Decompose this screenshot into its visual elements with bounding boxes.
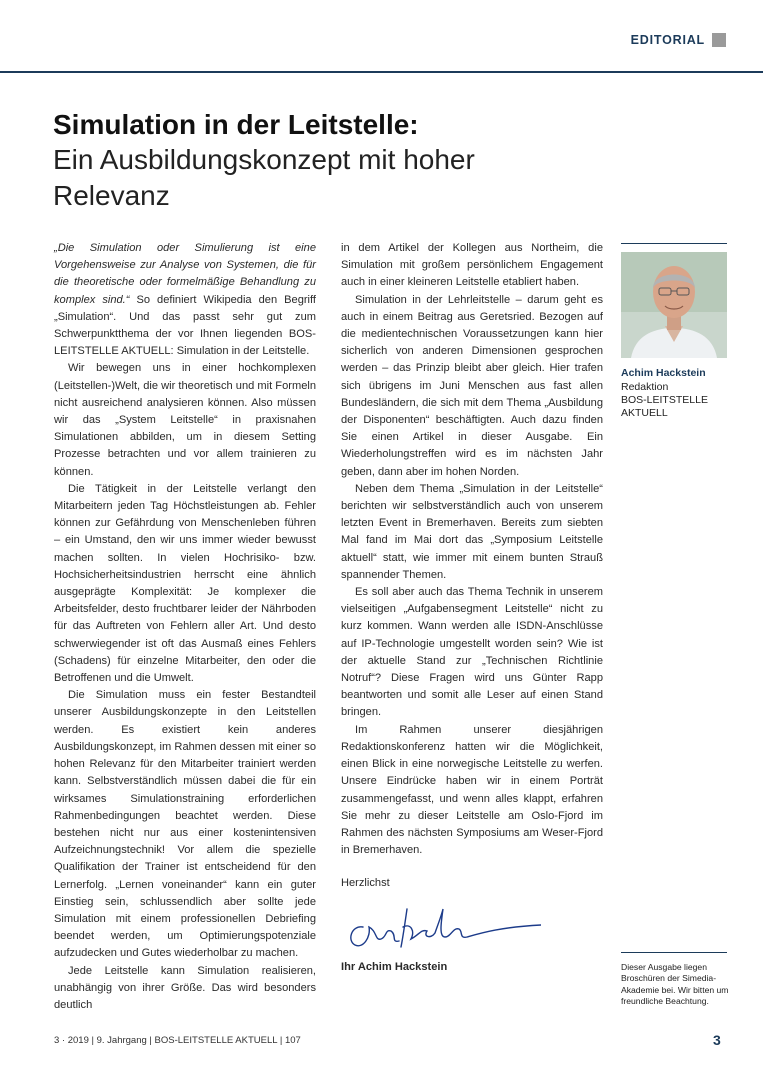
paragraph-text: So definiert Wikipedia den Begriff „Simulation“. Und das passt sehr gut zum Schwerpunktthema der vor Ihnen liegenden BOS-LEITSTELLE AKTUELL: Simulation in der Leitstelle. — [54, 293, 316, 358]
handwritten-signature — [341, 897, 541, 957]
sidebar-divider — [621, 243, 727, 244]
note-divider — [621, 952, 727, 953]
author-role — [621, 381, 741, 420]
paragraph — [54, 240, 316, 360]
headline-title: Simulation in der Leitstelle: — [53, 109, 419, 140]
signoff-name: Ihr Achim Hackstein — [341, 960, 448, 973]
paragraph: Die Simulation muss ein fester Bestandteil unserer Ausbildungskonzepte in den Leitstellen werden. Es existiert kein anderes Ausbildungskonzept, im Rahmen dessen mit einer so hohen Relevanz für den Mitarbeiter trainiert werden kann. Selbstverständlich müssen dabei die für ein wirksames Simulationstraining erforderlichen Rahmenbedingungen beachtet werden. Diese bestehen nicht nur aus einer kostenintensiven Aufzeichnungstechnik! Vor allem die spezielle Qualifikation der Trainer ist entscheidend für den Lernerfolg. „Lernen voneinander“ kann ein guter Einstieg sein, schlussendlich aber sollte jede Simulation mit einem professionellen Debriefing beendet werden, um Optimierungspotenziale aufzudecken und Gutes wiederholbar zu machen. — [54, 689, 316, 960]
author-role-line: Redaktion — [621, 381, 669, 393]
issue-info: 3 · 2019 | 9. Jahrgang | BOS-LEITSTELLE AKTUELL | 107 — [54, 1035, 301, 1046]
paragraph: Es soll aber auch das Thema Technik in unserem vielseitigen „Aufgabensegment Leitstelle“ nicht zu kurz kommen. Wann werden alle ISDN-Anschlüsse auf IP-Technologie umgestellt worden sein? Wie ist der aktuelle Stand zur „Technischen Richtlinie Notruf“? Diese Fragen wird uns Günter Rapp beantworten und somit alle Leser auf einen Stand bringen. — [341, 586, 603, 719]
paragraph: in dem Artikel der Kollegen aus Northeim, die Simulation mit großem persönlichem Engagement auch in einer kleineren Leitstelle etabliert haben. — [341, 242, 603, 289]
author-role-line: BOS-LEITSTELLE — [621, 394, 708, 406]
greeting: Herzlichst — [341, 877, 390, 890]
headline — [53, 108, 573, 214]
author-role-line: AKTUELL — [621, 407, 668, 419]
author-portrait — [621, 252, 727, 358]
article-column-2 — [341, 240, 603, 976]
insert-note: Dieser Ausgabe liegen Broschüren der Simedia-Akademie bei. Wir bitten um freundliche Beachtung. — [621, 962, 729, 1007]
page-number: 3 — [713, 1032, 721, 1048]
section-label: EDITORIAL — [630, 33, 705, 47]
paragraph: Im Rahmen unserer diesjährigen Redaktionskonferenz hatten wir die Möglichkeit, einen Blick in eine norwegische Leitstelle zu werfen. Unsere Eindrücke haben wir in einem Porträt zusammengefasst, und wenn alles klappt, erfahren Sie mehr zu dieser Leitstelle am Oslo-Fjord im Rahmen des nächsten Symposiums am Weser-Fjord in Bremerhaven. — [341, 723, 603, 857]
paragraph: Die Tätigkeit in der Leitstelle verlangt den Mitarbeitern jeden Tag Höchstleistungen ab. Fehler können zur Gefährdung von Menschenleben führen – ein Umstand, den wir uns immer wieder bewusst machen sollten. In vielen Hochrisiko- bzw. Hochsicherheitsindustrien herrscht eine ähnlich ausgeprägte Komplexität: Je komplexer die Arbeitsfelder, desto fruchtbarer leider der Nährboden für das Auftreten von Fehlern aller Art. Und desto schwerwiegender ist oft das Ausmaß eines Fehlers (Schadens) für einzelne Mitarbeiter, den oder die Betroffenen und die Umwelt. — [54, 482, 316, 685]
headline-subtitle: Ein Ausbildungskonzept mit hoher Relevanz — [53, 144, 475, 211]
section-marker — [712, 33, 726, 47]
paragraph: Simulation in der Lehrleitstelle – darum geht es auch in einem Beitrag aus Geretsried. Bezogen auf die medientechnischen Voraussetzungen kann hier sicherlich von anderen Dimensionen gesprochen werden – das Prinzip bleibt aber gleich. Hier trafen sich übrigens im Juni Menschen aus fast allen Bundesländern, die sich mit dem Thema „Ausbildung der Disponenten“ beschäftigten. Auch dazu finden Sie einen Artikel in dieser Ausgabe. Ein Wiederholungstreffen wird es im nächsten Jahr geben, dann aber im hohen Norden. — [341, 293, 603, 478]
wikipedia-quote: „Die Simulation oder Simulierung ist eine Vorgehensweise zur Analyse von Systemen, die für die theoretische oder formelmäßige Behandlung zu komplex sind.“ — [54, 242, 316, 306]
paragraph: Neben dem Thema „Simulation in der Leitstelle“ berichten wir selbstverständlich auch von unserem letzten Event in Bremerhaven. Bereits zum siebten Mal fand im Mai dort das „Symposium Leitstelle aktuell“ statt, wie immer mit einem bunten Strauß spannender Themen. — [341, 482, 603, 581]
header-divider — [0, 71, 763, 73]
author-name: Achim Hackstein — [621, 367, 706, 379]
article-column-1 — [54, 240, 316, 1014]
paragraph: Wir bewegen uns in einer hochkomplexen (Leitstellen-)Welt, die wir theoretisch und mit Formeln nicht ausreichend analysieren können. Also müssen wir das „System Leitstelle“ in praxisnahen Simulationen abbilden, um in diesem Setting Prozesse betrachten und vor allem trainieren zu können. — [54, 362, 316, 478]
paragraph: Jede Leitstelle kann Simulation realisieren, unabhängig von ihrer Größe. Das wird besonders deutlich — [54, 964, 316, 1011]
